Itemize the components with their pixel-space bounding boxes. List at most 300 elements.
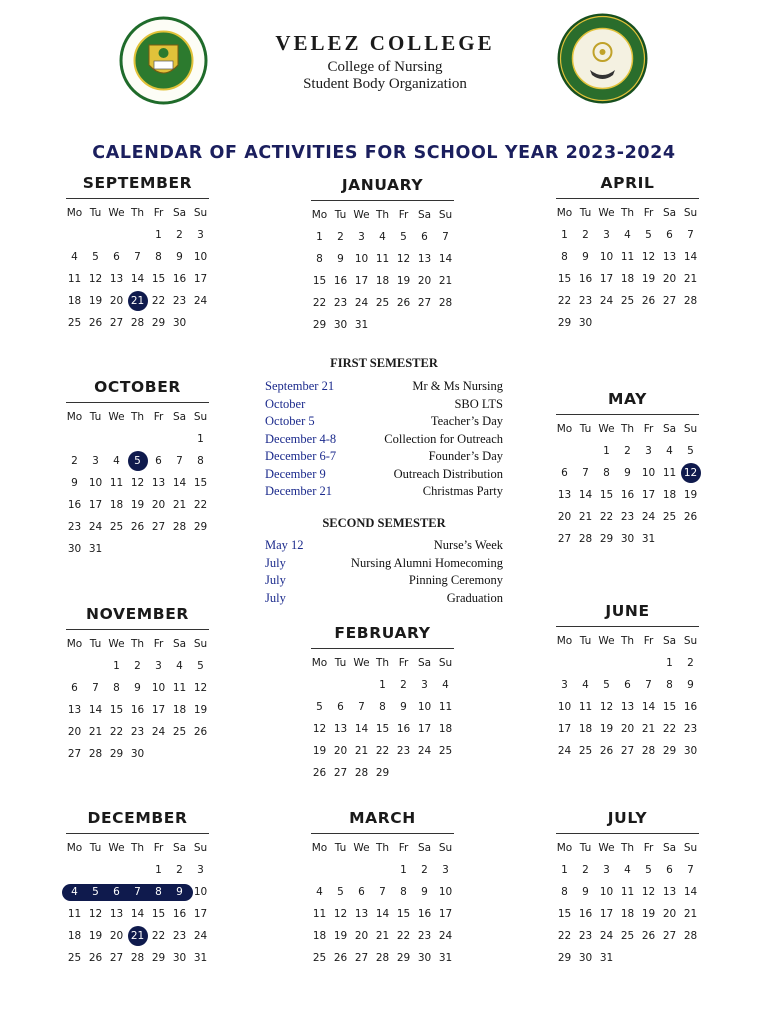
day-cell[interactable]: 25 <box>67 952 82 964</box>
day-cell[interactable]: 14 <box>354 723 369 735</box>
day-cell[interactable]: 2 <box>176 864 183 876</box>
day-cell[interactable]: 21 <box>375 930 390 942</box>
day-cell[interactable]: 3 <box>197 229 204 241</box>
day-cell[interactable]: 15 <box>312 275 327 287</box>
day-cell[interactable]: 22 <box>109 726 124 738</box>
day-cell[interactable]: 1 <box>379 679 386 691</box>
day-cell[interactable]: 24 <box>599 930 614 942</box>
day-cell[interactable]: 15 <box>151 273 166 285</box>
day-cell[interactable]: 18 <box>620 908 635 920</box>
day-cell[interactable]: 14 <box>438 253 453 265</box>
day-cell[interactable]: 28 <box>88 748 103 760</box>
day-cell[interactable]: 4 <box>113 455 120 467</box>
day-cell[interactable]: 11 <box>375 253 390 265</box>
day-cell[interactable]: 19 <box>641 273 656 285</box>
day-cell[interactable]: 10 <box>599 251 614 263</box>
day-cell[interactable]: 9 <box>687 679 694 691</box>
day-cell[interactable]: 17 <box>599 908 614 920</box>
day-cell[interactable]: 29 <box>599 533 614 545</box>
day-cell[interactable]: 22 <box>557 930 572 942</box>
day-cell[interactable]: 20 <box>151 499 166 511</box>
day-cell[interactable]: 16 <box>620 489 635 501</box>
day-cell[interactable]: 16 <box>333 275 348 287</box>
day-cell[interactable]: 11 <box>312 908 327 920</box>
day-cell[interactable]: 24 <box>193 295 208 307</box>
day-cell[interactable]: 13 <box>417 253 432 265</box>
day-cell[interactable]: 9 <box>400 701 407 713</box>
day-cell[interactable]: 6 <box>358 886 365 898</box>
day-cell[interactable]: 23 <box>620 511 635 523</box>
day-cell[interactable]: 17 <box>151 704 166 716</box>
day-cell[interactable]: 29 <box>151 952 166 964</box>
day-cell[interactable]: 10 <box>354 253 369 265</box>
day-cell[interactable]: 15 <box>396 908 411 920</box>
day-cell[interactable]: 9 <box>71 477 78 489</box>
day-cell[interactable]: 31 <box>88 543 103 555</box>
day-cell[interactable]: 19 <box>396 275 411 287</box>
day-cell[interactable]: 8 <box>155 251 162 263</box>
day-cell[interactable]: 27 <box>109 952 124 964</box>
day-cell[interactable]: 17 <box>354 275 369 287</box>
day-cell[interactable]: 9 <box>624 467 631 479</box>
day-cell[interactable]: 4 <box>624 229 631 241</box>
day-cell[interactable]: 26 <box>641 930 656 942</box>
day-cell[interactable]: 12 <box>193 682 208 694</box>
day-cell[interactable]: 14 <box>683 886 698 898</box>
day-cell[interactable]: 25 <box>109 521 124 533</box>
day-cell[interactable]: 4 <box>442 679 449 691</box>
day-cell[interactable]: 18 <box>109 499 124 511</box>
day-cell[interactable]: 30 <box>172 317 187 329</box>
day-cell[interactable]: 16 <box>683 701 698 713</box>
day-cell[interactable]: 13 <box>662 886 677 898</box>
day-cell[interactable]: 1 <box>197 433 204 445</box>
day-cell[interactable]: 18 <box>67 930 82 942</box>
day-cell[interactable]: 18 <box>662 489 677 501</box>
day-cell[interactable]: 10 <box>88 477 103 489</box>
day-cell[interactable]: 4 <box>666 445 673 457</box>
day-cell[interactable]: 27 <box>109 317 124 329</box>
day-cell[interactable]: 30 <box>130 748 145 760</box>
day-cell[interactable]: 17 <box>641 489 656 501</box>
day-cell[interactable]: 4 <box>379 231 386 243</box>
day-cell[interactable]: 6 <box>71 682 78 694</box>
day-cell[interactable]: 6 <box>624 679 631 691</box>
day-cell[interactable]: 14 <box>375 908 390 920</box>
day-cell[interactable]: 20 <box>557 511 572 523</box>
day-cell[interactable]: 3 <box>442 864 449 876</box>
day-cell[interactable]: 9 <box>582 251 589 263</box>
day-cell[interactable]: 2 <box>687 657 694 669</box>
day-cell[interactable]: 12 <box>396 253 411 265</box>
day-cell[interactable]: 14 <box>641 701 656 713</box>
day-cell[interactable]: 6 <box>337 701 344 713</box>
day-cell[interactable]: 23 <box>683 723 698 735</box>
day-cell[interactable]: 22 <box>396 930 411 942</box>
day-cell[interactable]: 22 <box>193 499 208 511</box>
day-cell[interactable]: 1 <box>113 660 120 672</box>
day-cell[interactable]: 16 <box>172 273 187 285</box>
day-cell[interactable]: 29 <box>557 952 572 964</box>
day-cell[interactable]: 27 <box>67 748 82 760</box>
day-cell[interactable]: 12 <box>88 273 103 285</box>
day-cell[interactable]: 26 <box>396 297 411 309</box>
day-cell[interactable]: 18 <box>578 723 593 735</box>
day-cell[interactable]: 20 <box>109 930 124 942</box>
day-cell[interactable]: 26 <box>599 745 614 757</box>
day-cell[interactable]: 30 <box>578 317 593 329</box>
day-cell[interactable]: 24 <box>557 745 572 757</box>
day-cell[interactable]: 19 <box>683 489 698 501</box>
day-cell[interactable]: 10 <box>151 682 166 694</box>
day-cell[interactable]: 2 <box>582 229 589 241</box>
day-cell[interactable]: 3 <box>421 679 428 691</box>
day-cell[interactable]: 3 <box>155 660 162 672</box>
day-cell[interactable]: 12 <box>130 477 145 489</box>
day-cell[interactable]: 27 <box>620 745 635 757</box>
day-cell[interactable]: 14 <box>130 273 145 285</box>
day-cell[interactable]: 29 <box>396 952 411 964</box>
day-cell[interactable]: 4 <box>624 864 631 876</box>
day-cell[interactable]: 22 <box>151 930 166 942</box>
day-cell-highlighted[interactable]: 5 <box>127 455 148 467</box>
day-cell[interactable]: 28 <box>375 952 390 964</box>
day-cell[interactable]: 16 <box>578 908 593 920</box>
day-cell[interactable]: 7 <box>176 455 183 467</box>
day-cell[interactable]: 11 <box>438 701 453 713</box>
day-cell[interactable]: 13 <box>354 908 369 920</box>
day-cell[interactable]: 7 <box>582 467 589 479</box>
day-cell[interactable]: 11 <box>662 467 677 479</box>
day-cell[interactable]: 27 <box>151 521 166 533</box>
day-cell[interactable]: 7 <box>379 886 386 898</box>
day-cell[interactable]: 15 <box>662 701 677 713</box>
day-cell[interactable]: 2 <box>337 231 344 243</box>
day-cell[interactable]: 25 <box>620 930 635 942</box>
day-cell-highlighted[interactable]: 21 <box>127 930 148 942</box>
day-cell[interactable]: 16 <box>417 908 432 920</box>
day-cell[interactable]: 21 <box>438 275 453 287</box>
day-cell[interactable]: 12 <box>641 251 656 263</box>
day-cell[interactable]: 17 <box>417 723 432 735</box>
day-cell[interactable]: 28 <box>354 767 369 779</box>
day-cell[interactable]: 23 <box>578 930 593 942</box>
day-cell[interactable]: 17 <box>438 908 453 920</box>
day-cell[interactable]: 24 <box>417 745 432 757</box>
day-cell[interactable]: 21 <box>683 273 698 285</box>
day-cell[interactable]: 28 <box>578 533 593 545</box>
day-cell[interactable]: 18 <box>620 273 635 285</box>
day-cell[interactable]: 9 <box>337 253 344 265</box>
day-cell[interactable]: 10 <box>438 886 453 898</box>
day-cell[interactable]: 25 <box>67 317 82 329</box>
day-cell[interactable]: 21 <box>354 745 369 757</box>
day-cell[interactable]: 26 <box>88 952 103 964</box>
day-cell[interactable]: 29 <box>375 767 390 779</box>
day-cell[interactable]: 7 <box>687 864 694 876</box>
day-cell[interactable]: 30 <box>620 533 635 545</box>
day-cell[interactable]: 26 <box>641 295 656 307</box>
day-cell[interactable]: 27 <box>557 533 572 545</box>
day-cell[interactable]: 12 <box>312 723 327 735</box>
day-cell[interactable]: 1 <box>400 864 407 876</box>
day-cell[interactable]: 25 <box>620 295 635 307</box>
day-cell[interactable]: 5 <box>645 229 652 241</box>
day-cell[interactable]: 5 <box>687 445 694 457</box>
day-cell[interactable]: 21 <box>578 511 593 523</box>
day-cell[interactable]: 11 <box>578 701 593 713</box>
day-cell[interactable]: 8 <box>379 701 386 713</box>
day-cell[interactable]: 19 <box>333 930 348 942</box>
day-cell[interactable]: 6 <box>155 455 162 467</box>
day-cell[interactable]: 1 <box>316 231 323 243</box>
day-cell[interactable]: 19 <box>193 704 208 716</box>
day-cell[interactable]: 1 <box>603 445 610 457</box>
day-cell[interactable]: 7 <box>645 679 652 691</box>
day-cell[interactable]: 16 <box>130 704 145 716</box>
day-cell[interactable]: 30 <box>578 952 593 964</box>
day-cell[interactable]: 23 <box>172 295 187 307</box>
day-cell[interactable]: 19 <box>130 499 145 511</box>
day-cell[interactable]: 15 <box>557 908 572 920</box>
day-cell[interactable]: 11 <box>172 682 187 694</box>
day-cell[interactable]: 24 <box>354 297 369 309</box>
day-cell[interactable]: 8 <box>316 253 323 265</box>
day-cell[interactable]: 17 <box>193 908 208 920</box>
day-cell[interactable]: 10 <box>193 886 208 898</box>
day-cell[interactable]: 1 <box>561 864 568 876</box>
day-cell[interactable]: 8 <box>603 467 610 479</box>
day-cell[interactable]: 21 <box>683 908 698 920</box>
day-cell[interactable]: 5 <box>400 231 407 243</box>
day-cell[interactable]: 6 <box>421 231 428 243</box>
day-cell[interactable]: 21 <box>172 499 187 511</box>
day-cell[interactable]: 26 <box>193 726 208 738</box>
day-cell[interactable]: 1 <box>155 864 162 876</box>
day-cell[interactable]: 21 <box>88 726 103 738</box>
day-cell-highlighted[interactable]: 21 <box>127 295 148 307</box>
day-cell[interactable]: 6 <box>666 229 673 241</box>
day-cell[interactable]: 27 <box>662 295 677 307</box>
day-cell[interactable]: 6 <box>666 864 673 876</box>
day-cell[interactable]: 1 <box>155 229 162 241</box>
day-cell[interactable]: 22 <box>662 723 677 735</box>
day-cell[interactable]: 20 <box>662 273 677 285</box>
day-cell[interactable]: 14 <box>130 908 145 920</box>
day-cell[interactable]: 5 <box>316 701 323 713</box>
day-cell[interactable]: 26 <box>312 767 327 779</box>
day-cell[interactable]: 28 <box>683 295 698 307</box>
day-cell[interactable]: 26 <box>88 317 103 329</box>
day-cell[interactable]: 3 <box>645 445 652 457</box>
day-cell[interactable]: 16 <box>172 908 187 920</box>
day-cell[interactable]: 28 <box>438 297 453 309</box>
day-cell[interactable]: 7 <box>92 682 99 694</box>
day-cell[interactable]: 29 <box>662 745 677 757</box>
day-cell[interactable]: 13 <box>67 704 82 716</box>
day-cell[interactable]: 4 <box>71 251 78 263</box>
day-cell[interactable]: 6 <box>113 251 120 263</box>
day-cell[interactable]: 20 <box>333 745 348 757</box>
day-cell[interactable]: 10 <box>557 701 572 713</box>
day-cell[interactable]: 1 <box>666 657 673 669</box>
day-cell[interactable]: 24 <box>88 521 103 533</box>
day-cell-in-range[interactable]: 5 <box>92 886 99 898</box>
day-cell[interactable]: 20 <box>417 275 432 287</box>
day-cell[interactable]: 31 <box>599 952 614 964</box>
day-cell[interactable]: 31 <box>438 952 453 964</box>
day-cell[interactable]: 7 <box>442 231 449 243</box>
day-cell[interactable]: 13 <box>620 701 635 713</box>
day-cell[interactable]: 23 <box>578 295 593 307</box>
day-cell[interactable]: 2 <box>400 679 407 691</box>
day-cell[interactable]: 5 <box>603 679 610 691</box>
day-cell[interactable]: 20 <box>620 723 635 735</box>
day-cell[interactable]: 8 <box>666 679 673 691</box>
day-cell[interactable]: 11 <box>620 886 635 898</box>
day-cell[interactable]: 24 <box>438 930 453 942</box>
day-cell[interactable]: 31 <box>641 533 656 545</box>
day-cell[interactable]: 28 <box>172 521 187 533</box>
day-cell[interactable]: 24 <box>151 726 166 738</box>
day-cell[interactable]: 17 <box>557 723 572 735</box>
day-cell[interactable]: 18 <box>67 295 82 307</box>
day-cell[interactable]: 13 <box>109 273 124 285</box>
day-cell-in-range[interactable]: 7 <box>134 886 141 898</box>
day-cell[interactable]: 13 <box>557 489 572 501</box>
day-cell[interactable]: 18 <box>438 723 453 735</box>
day-cell[interactable]: 14 <box>578 489 593 501</box>
day-cell[interactable]: 24 <box>641 511 656 523</box>
day-cell[interactable]: 3 <box>197 864 204 876</box>
day-cell[interactable]: 4 <box>316 886 323 898</box>
day-cell-in-range[interactable]: 6 <box>113 886 120 898</box>
day-cell[interactable]: 10 <box>417 701 432 713</box>
day-cell[interactable]: 4 <box>176 660 183 672</box>
day-cell[interactable]: 27 <box>354 952 369 964</box>
day-cell[interactable]: 3 <box>92 455 99 467</box>
day-cell[interactable]: 15 <box>375 723 390 735</box>
day-cell[interactable]: 22 <box>375 745 390 757</box>
day-cell[interactable]: 28 <box>130 952 145 964</box>
day-cell[interactable]: 5 <box>92 251 99 263</box>
day-cell[interactable]: 15 <box>557 273 572 285</box>
day-cell[interactable]: 5 <box>337 886 344 898</box>
day-cell[interactable]: 30 <box>683 745 698 757</box>
day-cell[interactable]: 12 <box>599 701 614 713</box>
day-cell-in-range[interactable]: 4 <box>71 886 78 898</box>
day-cell[interactable]: 8 <box>400 886 407 898</box>
day-cell[interactable]: 7 <box>358 701 365 713</box>
day-cell[interactable]: 2 <box>71 455 78 467</box>
day-cell[interactable]: 11 <box>67 273 82 285</box>
day-cell[interactable]: 3 <box>603 864 610 876</box>
day-cell[interactable]: 28 <box>130 317 145 329</box>
day-cell[interactable]: 8 <box>561 251 568 263</box>
day-cell[interactable]: 12 <box>88 908 103 920</box>
day-cell[interactable]: 4 <box>582 679 589 691</box>
day-cell[interactable]: 19 <box>312 745 327 757</box>
day-cell[interactable]: 12 <box>641 886 656 898</box>
day-cell[interactable]: 17 <box>599 273 614 285</box>
day-cell-in-range[interactable]: 9 <box>176 886 183 898</box>
day-cell[interactable]: 13 <box>151 477 166 489</box>
day-cell[interactable]: 27 <box>333 767 348 779</box>
day-cell[interactable]: 30 <box>333 319 348 331</box>
day-cell[interactable]: 23 <box>130 726 145 738</box>
day-cell[interactable]: 23 <box>67 521 82 533</box>
day-cell[interactable]: 10 <box>641 467 656 479</box>
day-cell[interactable]: 16 <box>578 273 593 285</box>
day-cell[interactable]: 27 <box>662 930 677 942</box>
day-cell[interactable]: 7 <box>687 229 694 241</box>
day-cell[interactable]: 7 <box>134 251 141 263</box>
day-cell[interactable]: 26 <box>333 952 348 964</box>
day-cell[interactable]: 3 <box>561 679 568 691</box>
day-cell[interactable]: 29 <box>312 319 327 331</box>
day-cell[interactable]: 24 <box>193 930 208 942</box>
day-cell[interactable]: 15 <box>599 489 614 501</box>
day-cell[interactable]: 8 <box>561 886 568 898</box>
day-cell[interactable]: 29 <box>151 317 166 329</box>
day-cell[interactable]: 28 <box>641 745 656 757</box>
day-cell[interactable]: 12 <box>333 908 348 920</box>
day-cell[interactable]: 14 <box>683 251 698 263</box>
day-cell[interactable]: 25 <box>438 745 453 757</box>
day-cell[interactable]: 9 <box>176 251 183 263</box>
day-cell[interactable]: 30 <box>417 952 432 964</box>
day-cell[interactable]: 5 <box>645 864 652 876</box>
day-cell[interactable]: 24 <box>599 295 614 307</box>
day-cell[interactable]: 25 <box>172 726 187 738</box>
day-cell[interactable]: 9 <box>134 682 141 694</box>
day-cell[interactable]: 3 <box>603 229 610 241</box>
day-cell[interactable]: 15 <box>193 477 208 489</box>
day-cell[interactable]: 22 <box>312 297 327 309</box>
day-cell[interactable]: 2 <box>421 864 428 876</box>
day-cell[interactable]: 14 <box>88 704 103 716</box>
day-cell[interactable]: 18 <box>312 930 327 942</box>
day-cell[interactable]: 20 <box>109 295 124 307</box>
day-cell[interactable]: 22 <box>599 511 614 523</box>
day-cell[interactable]: 15 <box>109 704 124 716</box>
day-cell[interactable]: 10 <box>193 251 208 263</box>
day-cell[interactable]: 25 <box>578 745 593 757</box>
day-cell[interactable]: 15 <box>151 908 166 920</box>
day-cell[interactable]: 3 <box>358 231 365 243</box>
day-cell[interactable]: 19 <box>641 908 656 920</box>
day-cell[interactable]: 13 <box>109 908 124 920</box>
day-cell[interactable]: 25 <box>312 952 327 964</box>
day-cell[interactable]: 23 <box>172 930 187 942</box>
day-cell[interactable]: 29 <box>193 521 208 533</box>
day-cell[interactable]: 2 <box>176 229 183 241</box>
day-cell[interactable]: 14 <box>172 477 187 489</box>
day-cell[interactable]: 26 <box>130 521 145 533</box>
day-cell[interactable]: 27 <box>417 297 432 309</box>
day-cell[interactable]: 20 <box>67 726 82 738</box>
day-cell[interactable]: 11 <box>67 908 82 920</box>
day-cell[interactable]: 28 <box>683 930 698 942</box>
day-cell[interactable]: 2 <box>582 864 589 876</box>
day-cell[interactable]: 6 <box>561 467 568 479</box>
day-cell[interactable]: 13 <box>662 251 677 263</box>
day-cell[interactable]: 23 <box>333 297 348 309</box>
day-cell[interactable]: 9 <box>582 886 589 898</box>
day-cell[interactable]: 21 <box>641 723 656 735</box>
day-cell[interactable]: 30 <box>172 952 187 964</box>
day-cell[interactable]: 22 <box>557 295 572 307</box>
